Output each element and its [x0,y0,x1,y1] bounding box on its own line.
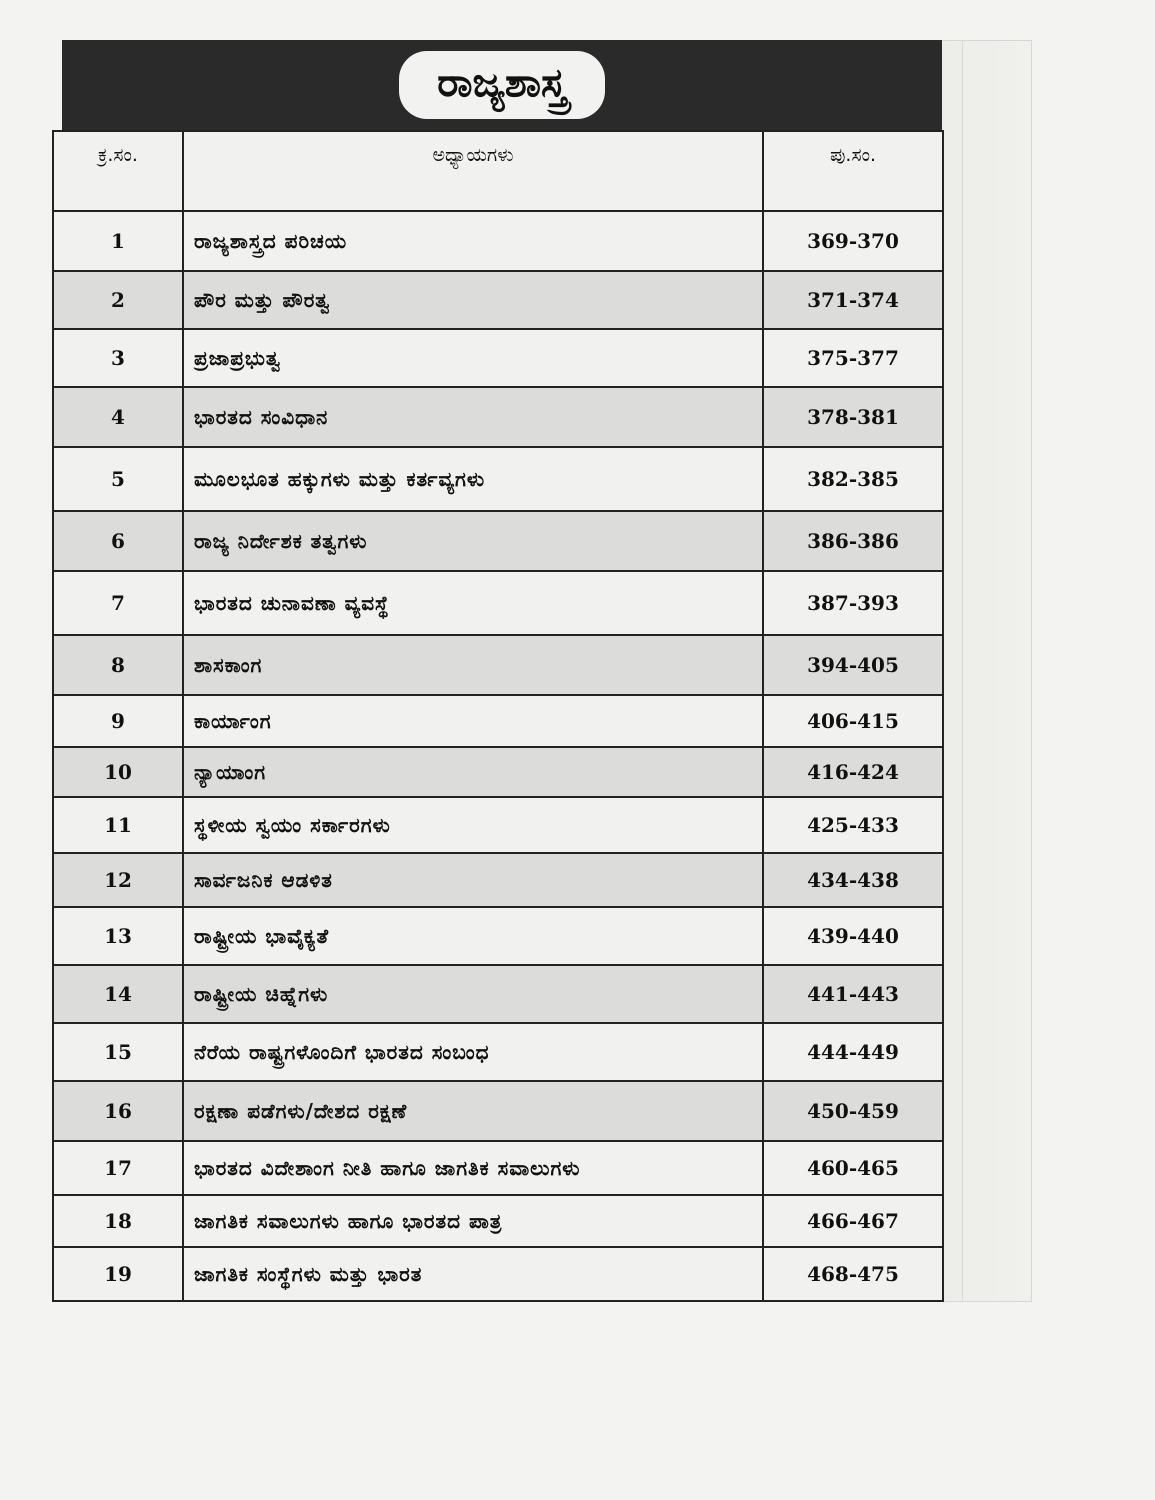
chapter-title: ರಾಷ್ಟ್ರೀಯ ಚಿಹ್ನೆಗಳು [183,965,763,1023]
page-range: 386-386 [763,511,943,571]
chapter-title: ನ್ಯಾಯಾಂಗ [183,747,763,797]
bleed-through-table [930,40,1032,1302]
chapter-title: ಸಾರ್ವಜನಿಕ ಆಡಳಿತ [183,853,763,907]
table-row [53,747,943,797]
table-row [53,1247,943,1301]
table-row [53,447,943,511]
chapter-title: ರಾಷ್ಟ್ರೀಯ ಭಾವೈಕ್ಯತೆ [183,907,763,965]
chapter-title: ಪ್ರಜಾಪ್ರಭುತ್ವ [183,329,763,387]
chapter-number: 13 [53,907,183,965]
page-range: 444-449 [763,1023,943,1081]
chapter-title: ಶಾಸಕಾಂಗ [183,635,763,695]
chapter-number: 1 [53,211,183,271]
chapter-title: ರಾಜ್ಯಶಾಸ್ತ್ರದ ಪರಿಚಯ [183,211,763,271]
chapter-title: ಭಾರತದ ವಿದೇಶಾಂಗ ನೀತಿ ಹಾಗೂ ಜಾಗತಿಕ ಸವಾಲುಗಳು [183,1141,763,1195]
page-range: 466-467 [763,1195,943,1247]
chapter-title: ಮೂಲಭೂತ ಹಕ್ಕುಗಳು ಮತ್ತು ಕರ್ತವ್ಯಗಳು [183,447,763,511]
chapters-column-header: ಅಧ್ಯಾಯಗಳು [183,131,763,211]
page-range: 434-438 [763,853,943,907]
page-range: 441-443 [763,965,943,1023]
chapter-number: 10 [53,747,183,797]
page-range: 450-459 [763,1081,943,1141]
table-row [53,571,943,635]
table-row [53,1023,943,1081]
page-range: 439-440 [763,907,943,965]
chapter-number: 3 [53,329,183,387]
page-range: 375-377 [763,329,943,387]
table-row [53,511,943,571]
chapter-number: 9 [53,695,183,747]
chapter-number: 6 [53,511,183,571]
table-row [53,1141,943,1195]
contents-table [52,130,944,1302]
table-row [53,329,943,387]
chapter-number: 11 [53,797,183,853]
table-row [53,695,943,747]
table-row [53,1081,943,1141]
chapter-title: ಸ್ಥಳೀಯ ಸ್ವಯಂ ಸರ್ಕಾರಗಳು [183,797,763,853]
chapter-number: 12 [53,853,183,907]
table-row [53,387,943,447]
bleed-through-rule [962,40,963,1300]
chapter-title: ಭಾರತದ ಚುನಾವಣಾ ವ್ಯವಸ್ಥೆ [183,571,763,635]
table-row [53,635,943,695]
chapter-number: 5 [53,447,183,511]
page-range: 416-424 [763,747,943,797]
page-range: 371-374 [763,271,943,329]
chapter-number: 4 [53,387,183,447]
chapter-title: ಪೌರ ಮತ್ತು ಪೌರತ್ವ [183,271,763,329]
chapter-title: ರಕ್ಷಣಾ ಪಡೆಗಳು/ದೇಶದ ರಕ್ಷಣೆ [183,1081,763,1141]
chapter-title: ಜಾಗತಿಕ ಸವಾಲುಗಳು ಹಾಗೂ ಭಾರತದ ಪಾತ್ರ [183,1195,763,1247]
table-row [53,271,943,329]
table-row [53,907,943,965]
page-range: 369-370 [763,211,943,271]
page-range: 382-385 [763,447,943,511]
chapter-number: 14 [53,965,183,1023]
table-header-row [53,131,943,211]
page-range: 425-433 [763,797,943,853]
chapter-number: 16 [53,1081,183,1141]
table-row [53,853,943,907]
table-row [53,1195,943,1247]
page-range: 394-405 [763,635,943,695]
page-title: ರಾಜ್ಯಶಾಸ್ತ್ರ [399,51,605,119]
chapter-number: 19 [53,1247,183,1301]
page-range: 378-381 [763,387,943,447]
chapter-title: ಜಾಗತಿಕ ಸಂಸ್ಥೆಗಳು ಮತ್ತು ಭಾರತ [183,1247,763,1301]
chapter-title: ಕಾರ್ಯಾಂಗ [183,695,763,747]
chapter-title: ಭಾರತದ ಸಂವಿಧಾನ [183,387,763,447]
page-range: 406-415 [763,695,943,747]
chapter-number: 7 [53,571,183,635]
chapter-number: 18 [53,1195,183,1247]
title-banner [62,40,942,130]
page-range: 387-393 [763,571,943,635]
table-row [53,211,943,271]
chapter-title: ರಾಜ್ಯ ನಿರ್ದೇಶಕ ತತ್ವಗಳು [183,511,763,571]
page-range: 460-465 [763,1141,943,1195]
chapter-title: ನೆರೆಯ ರಾಷ್ಟ್ರಗಳೊಂದಿಗೆ ಭಾರತದ ಸಂಬಂಧ [183,1023,763,1081]
serial-column-header: ಕ್ರ.ಸಂ. [53,131,183,211]
chapter-number: 15 [53,1023,183,1081]
table-row [53,965,943,1023]
pages-column-header: ಪು.ಸಂ. [763,131,943,211]
chapter-number: 2 [53,271,183,329]
chapter-number: 17 [53,1141,183,1195]
chapter-number: 8 [53,635,183,695]
page-range: 468-475 [763,1247,943,1301]
table-row [53,797,943,853]
